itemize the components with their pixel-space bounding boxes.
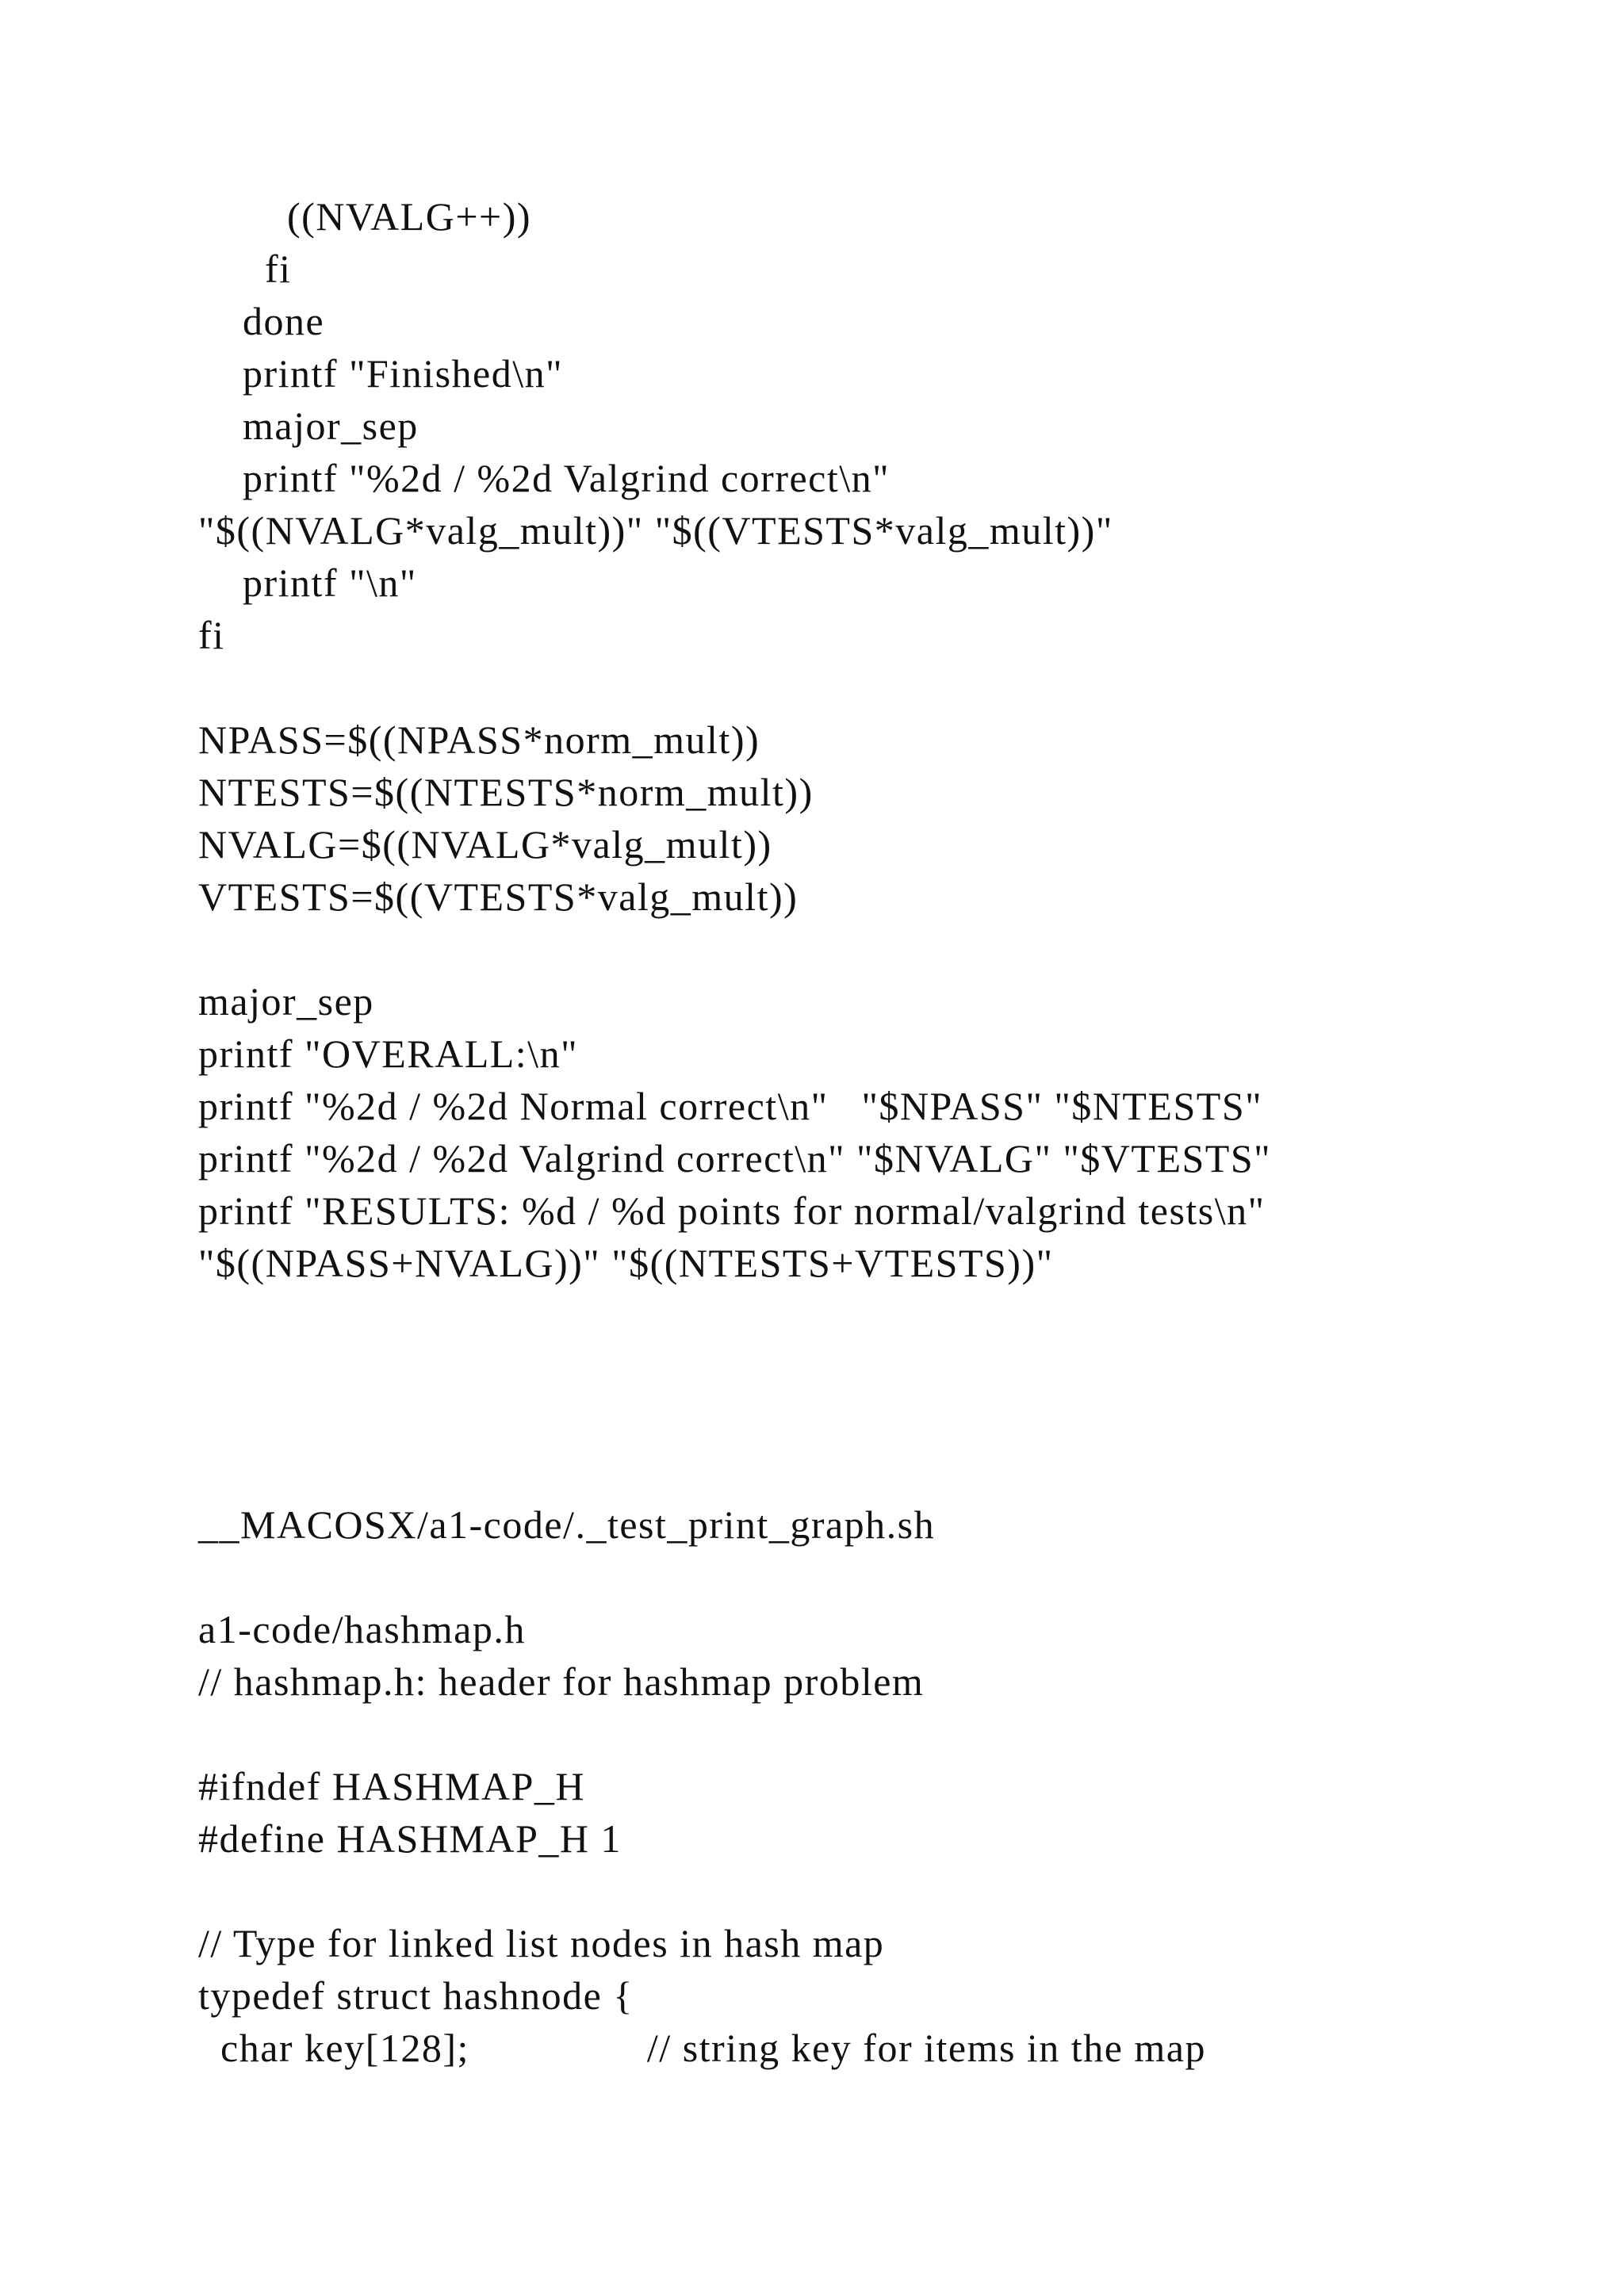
code-line: char key[128]; // string key for items in the map — [198, 2026, 1206, 2070]
file-path-heading: __MACOSX/a1-code/._test_print_graph.sh — [198, 1502, 936, 1547]
code-line: fi — [198, 613, 225, 657]
code-line: ((NVALG++)) — [198, 194, 532, 239]
code-line: NPASS=$((NPASS*norm_mult)) — [198, 718, 760, 762]
code-line: fi — [198, 247, 292, 291]
code-line: "$((NVALG*valg_mult))" "$((VTESTS*valg_mult))" — [198, 508, 1113, 553]
code-line: VTESTS=$((VTESTS*valg_mult)) — [198, 874, 799, 919]
code-line: done — [198, 299, 325, 343]
code-line: // hashmap.h: header for hashmap problem — [198, 1659, 925, 1704]
code-line: major_sep — [198, 404, 419, 448]
code-line: typedef struct hashnode { — [198, 1973, 634, 2018]
code-line: printf "%2d / %2d Valgrind correct\n" "$NVALG" "$VTESTS" — [198, 1136, 1272, 1181]
code-line: NTESTS=$((NTESTS*norm_mult)) — [198, 770, 814, 814]
code-line: // Type for linked list nodes in hash map — [198, 1921, 885, 1965]
code-line: "$((NPASS+NVALG))" "$((NTESTS+VTESTS))" — [198, 1241, 1054, 1285]
code-line: printf "RESULTS: %d / %d points for normal/valgrind tests\n" — [198, 1188, 1266, 1233]
code-line: #define HASHMAP_H 1 — [198, 1816, 622, 1861]
code-line: printf "Finished\n" — [198, 351, 564, 396]
code-line: printf "\n" — [198, 561, 417, 605]
file-path-heading: a1-code/hashmap.h — [198, 1607, 526, 1651]
code-line: printf "%2d / %2d Normal correct\n" "$NPASS" "$NTESTS" — [198, 1084, 1263, 1128]
code-line: NVALG=$((NVALG*valg_mult)) — [198, 822, 772, 867]
code-line: printf "%2d / %2d Valgrind correct\n" — [198, 456, 891, 500]
code-line: major_sep — [198, 979, 374, 1024]
code-line: printf "OVERALL:\n" — [198, 1031, 578, 1076]
code-line: #ifndef HASHMAP_H — [198, 1764, 585, 1808]
